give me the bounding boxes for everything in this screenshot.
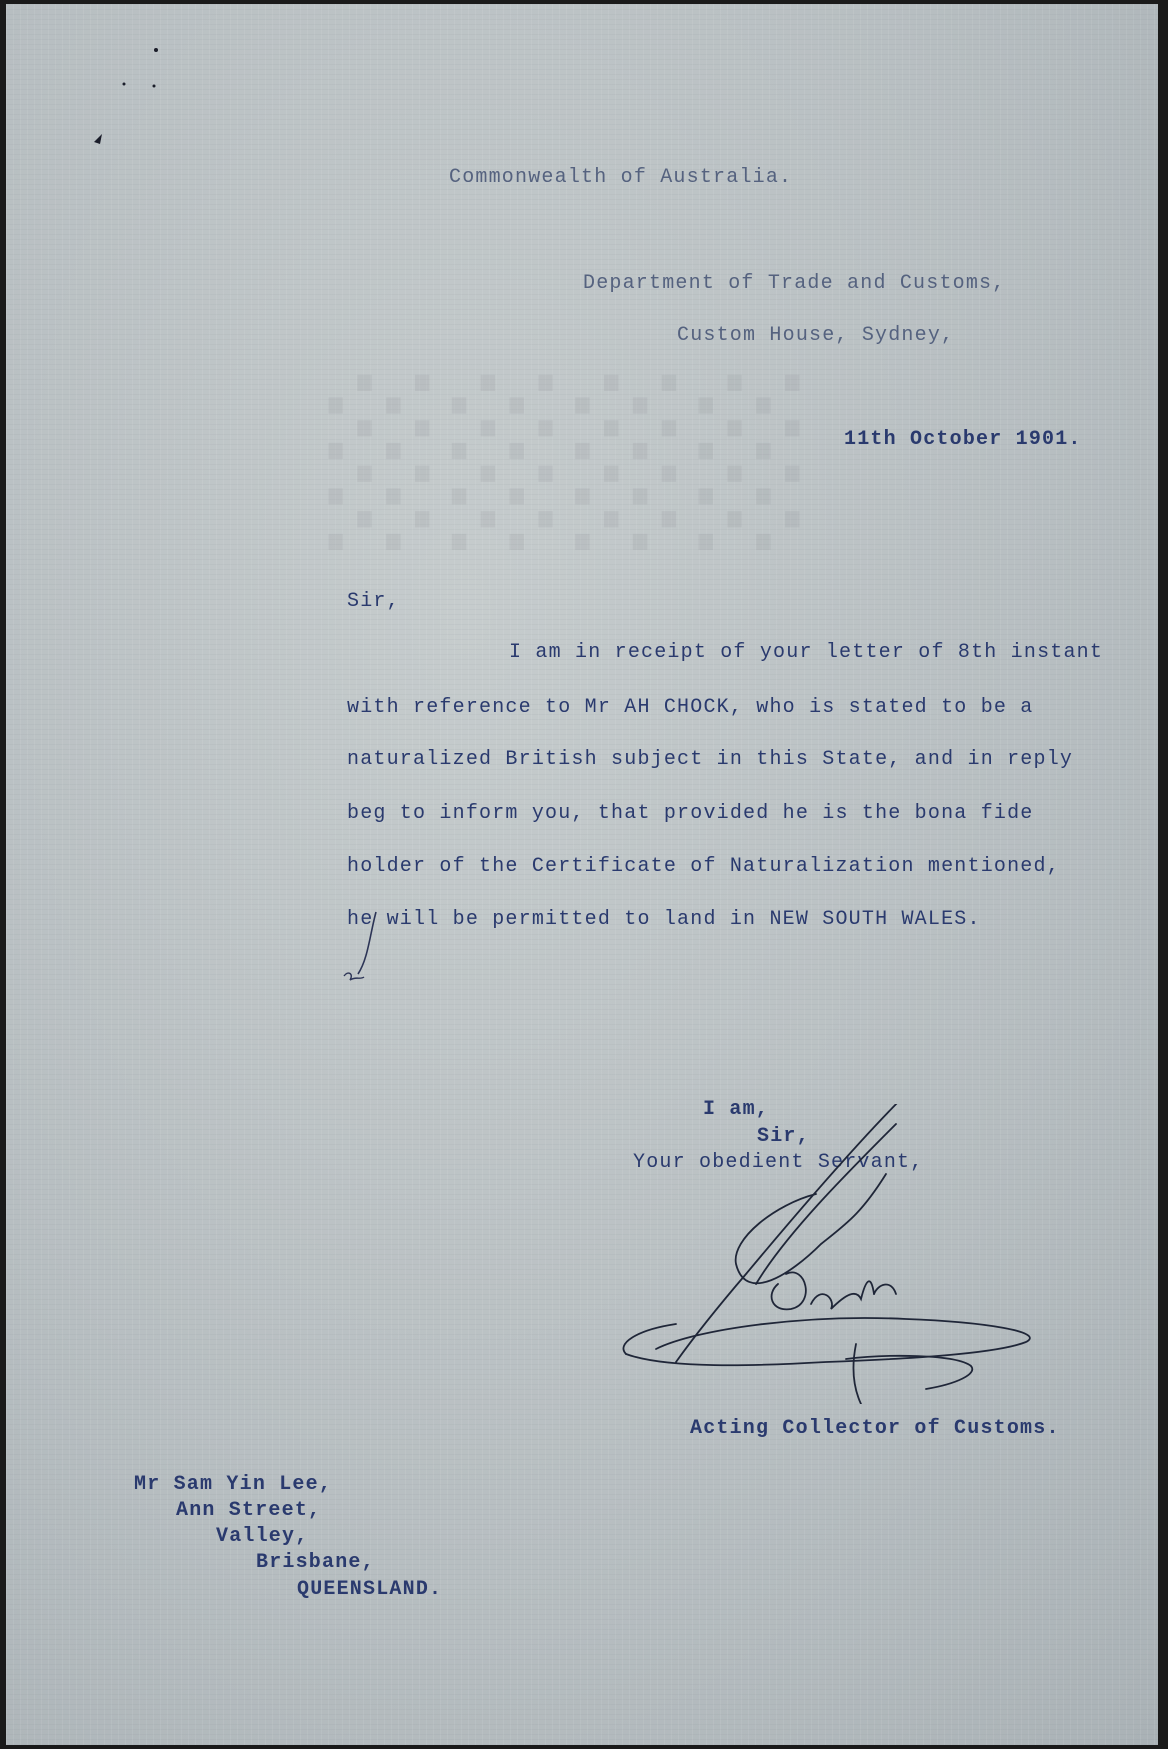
body-line-5: holder of the Certificate of Naturalization mentioned,	[347, 855, 1060, 878]
paper-watermark: ░░░░	[306, 374, 800, 550]
signatory-title: Acting Collector of Customs.	[690, 1417, 1060, 1440]
recipient-suburb: Valley,	[216, 1525, 309, 1548]
recipient-street: Ann Street,	[176, 1499, 322, 1522]
closing-i-am: I am,	[703, 1098, 770, 1121]
body-line-4: beg to inform you, that provided he is the bona fide	[347, 802, 1034, 825]
handwritten-signature	[606, 1104, 1046, 1404]
body-line-1: I am in receipt of your letter of 8th instant	[509, 641, 1104, 664]
letterhead-address: Custom House, Sydney,	[677, 324, 955, 347]
letter-page	[6, 4, 1158, 1745]
body-line-3: naturalized British subject in this State, and in reply	[347, 748, 1074, 771]
recipient-state: QUEENSLAND.	[297, 1578, 443, 1601]
margin-pen-mark	[334, 904, 404, 994]
recipient-city: Brisbane,	[256, 1551, 375, 1574]
closing-sir: Sir,	[757, 1125, 810, 1148]
letter-date: 11th October 1901.	[844, 428, 1082, 451]
ink-specks	[86, 34, 186, 154]
letterhead-department: Department of Trade and Customs,	[583, 272, 1006, 295]
recipient-name: Mr Sam Yin Lee,	[134, 1473, 333, 1496]
letterhead-commonwealth: Commonwealth of Australia.	[449, 166, 793, 189]
body-line-2: with reference to Mr AH CHOCK, who is stated to be a	[347, 696, 1034, 719]
salutation: Sir,	[347, 590, 400, 613]
body-line-6: he will be permitted to land in NEW SOUTH WALES.	[347, 908, 981, 931]
closing-obedient-servant: Your obedient Servant,	[633, 1151, 924, 1174]
